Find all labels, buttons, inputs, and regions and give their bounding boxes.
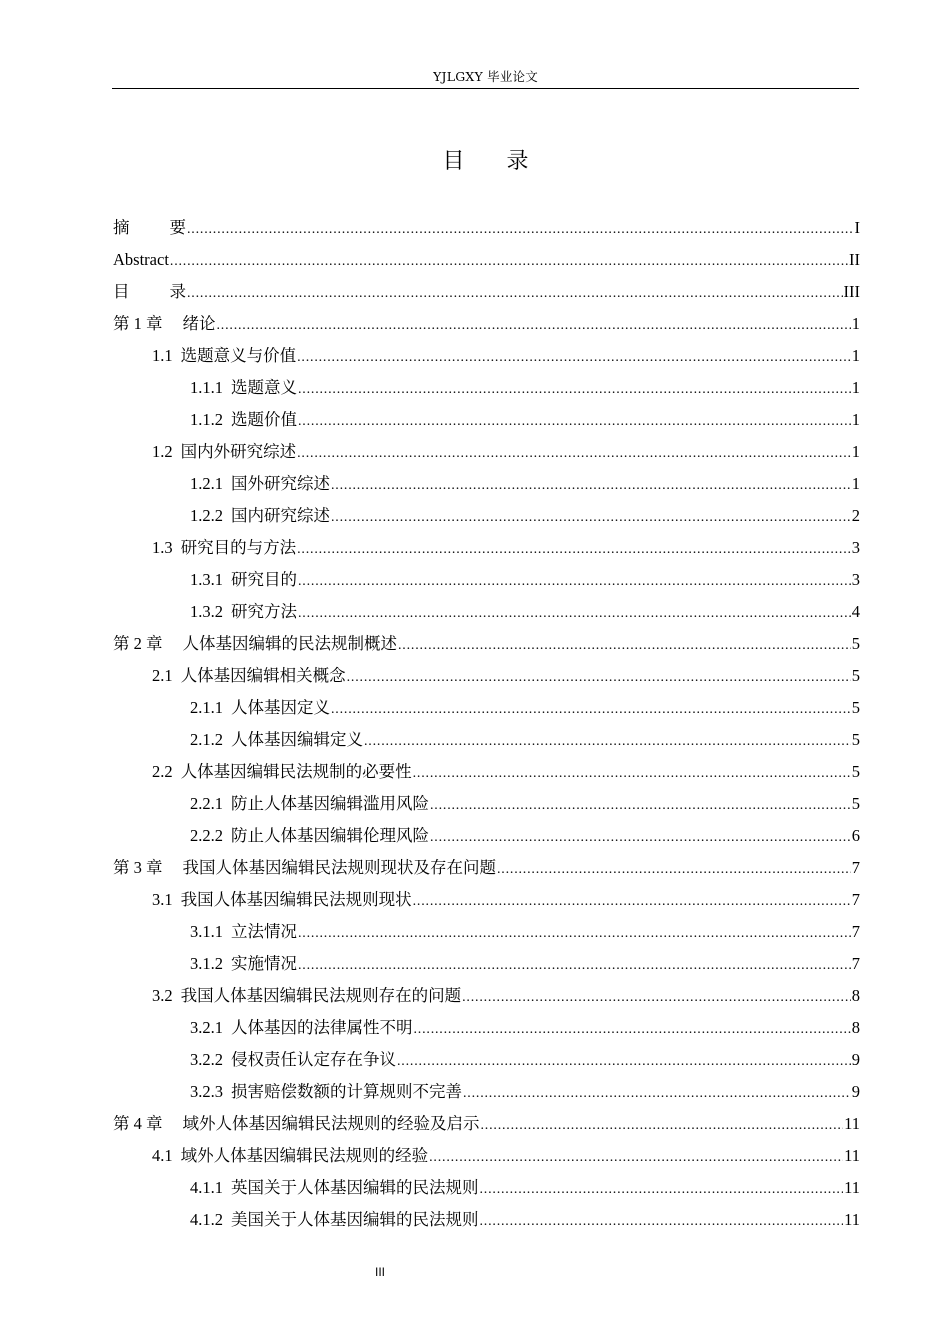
- toc-leader-dots: [331, 502, 851, 534]
- toc-leader-dots: [397, 1046, 851, 1078]
- toc-entry-number: 1.1.2: [190, 410, 223, 429]
- toc-entry-page: III: [843, 282, 860, 301]
- toc-leader-dots: [298, 918, 851, 950]
- toc-entry-3-2-1[interactable]: [113, 1012, 860, 1044]
- toc-title-char-1: 目: [442, 149, 465, 174]
- toc-entry-number: 2.2: [152, 762, 173, 781]
- toc-entry-chapter-2[interactable]: [113, 628, 860, 660]
- toc-entry-1-2[interactable]: [113, 436, 860, 468]
- toc-leader-dots: [497, 854, 851, 886]
- toc-entry-label: 人体基因的法律属性不明: [231, 1018, 413, 1037]
- toc-entry-label: 选题意义与价值: [180, 346, 297, 365]
- toc-entry-1-2-1[interactable]: [113, 468, 860, 500]
- toc-entry-number: 4.1.2: [190, 1210, 223, 1229]
- toc-leader-dots: [398, 630, 851, 662]
- toc-entry-3-1-1[interactable]: [113, 916, 860, 948]
- toc-entry-label: 损害赔偿数额的计算规则不完善: [231, 1082, 462, 1101]
- toc-entry-number: 4.1.1: [190, 1178, 223, 1197]
- toc-leader-dots: [430, 790, 851, 822]
- toc-entry-number: 1.2.2: [190, 506, 223, 525]
- toc-leader-dots: [481, 1110, 844, 1142]
- toc-entry-page: 7: [851, 890, 860, 909]
- toc-entry-label: 研究目的与方法: [180, 538, 297, 557]
- toc-entry-1-1-2[interactable]: [113, 404, 860, 436]
- toc-entry-label: 国内外研究综述: [180, 442, 297, 461]
- toc-entry-page: 1: [851, 442, 860, 461]
- toc-entry-label: 研究目的: [231, 570, 297, 589]
- toc-entry-number: 第 1 章: [113, 314, 163, 333]
- toc-entry-number: 第 4 章: [113, 1114, 163, 1133]
- running-header: YJLGXY 毕业论文: [433, 69, 538, 84]
- toc-entry-label: 防止人体基因编辑伦理风险: [231, 826, 429, 845]
- toc-entry-number: 2.1: [152, 666, 173, 685]
- toc-entry-label: 域外人体基因编辑民法规则的经验及启示: [182, 1114, 480, 1133]
- toc-leader-dots: [429, 1142, 843, 1174]
- toc-entry-label: 选题价值: [231, 410, 297, 429]
- toc-entry-label: 域外人体基因编辑民法规则的经验: [180, 1146, 429, 1165]
- toc-entry-4-1-2[interactable]: [113, 1204, 860, 1236]
- toc-entry-3-2-3[interactable]: [113, 1076, 860, 1108]
- toc-entry-page: 7: [851, 954, 860, 973]
- toc-leader-dots: [462, 982, 851, 1014]
- toc-leader-dots: [297, 342, 851, 374]
- toc-entry-number: 1.1.1: [190, 378, 223, 397]
- toc-entry-2-2[interactable]: [113, 756, 860, 788]
- toc-entry-label: Abstract: [113, 250, 169, 269]
- toc-entry-page: 1: [851, 474, 860, 493]
- toc-entry-1-3[interactable]: [113, 532, 860, 564]
- toc-entry-label: 我国人体基因编辑民法规则现状: [180, 890, 412, 909]
- toc-leader-dots: [480, 1206, 844, 1238]
- toc-entry-page: I: [854, 218, 860, 237]
- toc-entry-number: 2.1.2: [190, 730, 223, 749]
- toc-entry-label: 人体基因编辑相关概念: [180, 666, 346, 685]
- toc-leader-dots: [331, 694, 851, 726]
- toc-entry-number: 第 2 章: [113, 634, 163, 653]
- toc-entry-label: 防止人体基因编辑滥用风险: [231, 794, 429, 813]
- toc-entry-page: 5: [851, 698, 860, 717]
- toc-leader-dots: [170, 246, 848, 278]
- toc-entry-label: 国外研究综述: [231, 474, 330, 493]
- toc-entry-chapter-4[interactable]: [113, 1108, 860, 1140]
- toc-entry-2-1[interactable]: [113, 660, 860, 692]
- toc-entry-label: 美国关于人体基因编辑的民法规则: [231, 1210, 479, 1229]
- toc-leader-dots: [298, 950, 851, 982]
- toc-entry-page: 9: [851, 1050, 860, 1069]
- toc-entry-page: 5: [851, 666, 860, 685]
- toc-entry-number: 3.2.2: [190, 1050, 223, 1069]
- toc-entry-1-1[interactable]: [113, 340, 860, 372]
- toc-entry-label: 我国人体基因编辑民法规则存在的问题: [180, 986, 462, 1005]
- toc-entry-2-2-2[interactable]: [113, 820, 860, 852]
- toc-entry-page: 3: [851, 538, 860, 557]
- toc-entry-number: 2.2.2: [190, 826, 223, 845]
- toc-entry-number: 1.2: [152, 442, 173, 461]
- toc-leader-dots: [297, 438, 851, 470]
- toc-entry-label: 国内研究综述: [231, 506, 330, 525]
- footer-page-number: III: [374, 1265, 385, 1279]
- toc-entry-1-3-1[interactable]: [113, 564, 860, 596]
- toc-entry-label: 人体基因编辑民法规制的必要性: [180, 762, 412, 781]
- toc-entry-page: 2: [851, 506, 860, 525]
- toc-entry-page: 11: [844, 1146, 860, 1165]
- toc-entry-1-2-2[interactable]: [113, 500, 860, 532]
- toc-leader-dots: [463, 1078, 851, 1110]
- toc-leader-dots: [298, 598, 851, 630]
- toc-leader-dots: [298, 566, 851, 598]
- toc-entry-page: 11: [844, 1114, 860, 1133]
- toc-entry-2-1-2[interactable]: [113, 724, 860, 756]
- toc-leader-dots: [187, 278, 843, 310]
- toc-entry-label: 研究方法: [231, 602, 297, 621]
- toc-entry-page: 3: [851, 570, 860, 589]
- toc-entry-page: 5: [851, 794, 860, 813]
- toc-entry-number: 第 3 章: [113, 858, 163, 877]
- toc-entry-page: 7: [851, 922, 860, 941]
- toc-entry-page: II: [849, 250, 860, 269]
- toc-entry-number: 1.3: [152, 538, 173, 557]
- toc-leader-dots: [298, 374, 851, 406]
- toc-entry-number: 1.3.1: [190, 570, 223, 589]
- toc-entry-number: 3.2: [152, 986, 173, 1005]
- toc-entry-label: 选题意义: [231, 378, 297, 397]
- toc-entry-number: 2.2.1: [190, 794, 223, 813]
- toc-entry-label: 我国人体基因编辑民法规则现状及存在问题: [182, 858, 496, 877]
- toc-title-char-2: 录: [506, 149, 529, 174]
- toc-entry-3-1-2[interactable]: [113, 948, 860, 980]
- toc-entry-page: 6: [851, 826, 860, 845]
- toc-entry-page: 1: [851, 410, 860, 429]
- toc-entry-number: 3.1: [152, 890, 173, 909]
- toc-leader-dots: [297, 534, 851, 566]
- toc-entry-page: 1: [851, 314, 860, 333]
- toc-entry-label: 人体基因编辑的民法规制概述: [182, 634, 397, 653]
- toc-leader-dots: [413, 886, 851, 918]
- toc-entry-page: 8: [851, 1018, 860, 1037]
- toc-leader-dots: [217, 310, 851, 342]
- toc-leader-dots: [298, 406, 851, 438]
- toc-leader-dots: [430, 822, 851, 854]
- toc-title: [112, 146, 859, 178]
- toc-entry-number: 3.2.3: [190, 1082, 223, 1101]
- toc-leader-dots: [187, 214, 854, 246]
- header-rule: [112, 88, 859, 89]
- toc-entry-number: 4.1: [152, 1146, 173, 1165]
- table-of-contents: [113, 212, 860, 1236]
- toc-entry-page: 11: [844, 1210, 860, 1229]
- toc-entry-number: 3.1.1: [190, 922, 223, 941]
- toc-leader-dots: [413, 758, 851, 790]
- toc-entry-page: 8: [851, 986, 860, 1005]
- toc-entry-contents[interactable]: [113, 276, 860, 308]
- toc-entry-number: 3.1.2: [190, 954, 223, 973]
- toc-entry-page: 7: [851, 858, 860, 877]
- toc-entry-2-2-1[interactable]: [113, 788, 860, 820]
- toc-entry-page: 1: [851, 378, 860, 397]
- toc-entry-2-1-1[interactable]: [113, 692, 860, 724]
- toc-entry-3-1[interactable]: [113, 884, 860, 916]
- toc-entry-page: 4: [851, 602, 860, 621]
- toc-entry-1-1-1[interactable]: [113, 372, 860, 404]
- toc-entry-number: 1.3.2: [190, 602, 223, 621]
- toc-entry-4-1[interactable]: [113, 1140, 860, 1172]
- toc-entry-label: 人体基因定义: [231, 698, 330, 717]
- toc-leader-dots: [331, 470, 851, 502]
- toc-entry-page: 5: [851, 762, 860, 781]
- toc-entry-4-1-1[interactable]: [113, 1172, 860, 1204]
- toc-entry-label: 英国关于人体基因编辑的民法规则: [231, 1178, 479, 1197]
- toc-entry-page: 11: [844, 1178, 860, 1197]
- toc-entry-1-3-2[interactable]: [113, 596, 860, 628]
- toc-entry-page: 5: [851, 634, 860, 653]
- toc-entry-number: 1.1: [152, 346, 173, 365]
- toc-entry-abstract-en[interactable]: [113, 244, 860, 276]
- toc-entry-label: 立法情况: [231, 922, 297, 941]
- toc-leader-dots: [414, 1014, 851, 1046]
- toc-entry-3-2[interactable]: [113, 980, 860, 1012]
- toc-entry-page: 5: [851, 730, 860, 749]
- toc-entry-number: 3.2.1: [190, 1018, 223, 1037]
- toc-entry-chapter-1[interactable]: [113, 308, 860, 340]
- toc-entry-number: 1.2.1: [190, 474, 223, 493]
- toc-entry-3-2-2[interactable]: [113, 1044, 860, 1076]
- toc-entry-label: 实施情况: [231, 954, 297, 973]
- toc-entry-label: 摘 要: [113, 218, 186, 237]
- toc-entry-page: 9: [851, 1082, 860, 1101]
- toc-entry-label: 侵权责任认定存在争议: [231, 1050, 396, 1069]
- toc-leader-dots: [347, 662, 851, 694]
- toc-entry-label: 目 录: [113, 282, 186, 301]
- toc-entry-abstract-cn[interactable]: [113, 212, 860, 244]
- toc-entry-page: 1: [851, 346, 860, 365]
- toc-entry-chapter-3[interactable]: [113, 852, 860, 884]
- toc-leader-dots: [480, 1174, 844, 1206]
- toc-entry-label: 人体基因编辑定义: [231, 730, 363, 749]
- toc-entry-number: 2.1.1: [190, 698, 223, 717]
- toc-leader-dots: [364, 726, 851, 758]
- toc-entry-label: 绪论: [182, 314, 216, 333]
